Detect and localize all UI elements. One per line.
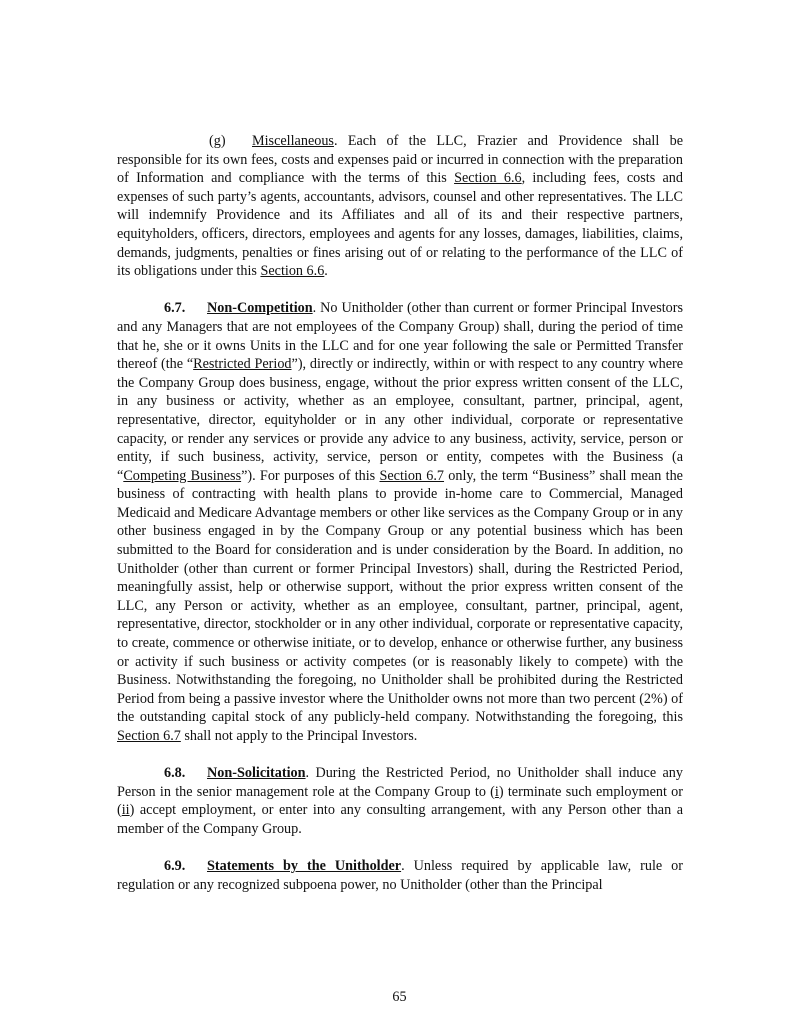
cross-reference: Restricted Period xyxy=(193,356,292,373)
paragraph-text xyxy=(117,133,683,279)
section-number: 6.9. xyxy=(164,858,186,875)
page-number: 65 xyxy=(392,989,407,1005)
section-heading: Miscellaneous xyxy=(252,133,334,149)
text-run: . During the Restricted Period, no Unitholder shall induce any Person in the senior management role at the Company Group to ( xyxy=(117,765,683,800)
section-marker: (g) xyxy=(209,133,226,149)
cross-reference: Competing Business xyxy=(123,467,242,484)
cross-reference: ii xyxy=(121,802,130,819)
paragraph-6-6g xyxy=(117,132,683,281)
text-run: ) terminate such employment or ( xyxy=(117,783,683,819)
section-heading: Non-Competition xyxy=(207,300,313,317)
cross-reference: Section 6.7 xyxy=(117,728,181,744)
cross-reference: Section 6.6 xyxy=(260,263,325,280)
section-number: 6.7. xyxy=(164,300,186,317)
paragraph-6-8 xyxy=(117,764,683,838)
text-run: ”). For purposes of this xyxy=(241,467,380,484)
text-run: shall not apply to the Principal Investors. xyxy=(180,728,418,744)
text-run: . Unless required by applicable law, rule or regulation or any recognized subpoena power, no Unitholder (other than the Principal xyxy=(117,858,683,893)
paragraph-6-7 xyxy=(117,299,683,745)
paragraph-text xyxy=(117,300,683,744)
text-run: ”), directly or indirectly, within or with respect to any country where the Company Group does business, engage, without the prior express written consent of the LLC, in any business or activity, whether as an employee, consultant, partner, principal, agent, representative, director, equityholder or in any other individual, corporate or representative capacity, or render any services or provide any advice to any business, activity, service, person or entity, if such business, activity, service, person or entity, competes with the Business (a “ xyxy=(117,356,684,484)
cross-reference: Section 6.7 xyxy=(379,467,445,484)
section-heading: Statements by the Unitholder xyxy=(207,858,402,875)
cross-reference: i xyxy=(494,783,499,800)
document-body xyxy=(117,132,683,913)
text-run: ) accept employment, or enter into any consulting arrangement, with any Person other than a member of the Company Group. xyxy=(117,802,683,837)
text-run: . xyxy=(324,263,328,280)
section-heading: Non-Solicitation xyxy=(207,765,306,782)
text-run: . Each of the LLC, Frazier and Providence shall be responsible for its own fees, costs and expenses paid or incurred in connection with the preparation of Information and compliance with the terms of this xyxy=(117,133,683,187)
section-number: 6.8. xyxy=(164,765,186,782)
paragraph-6-9 xyxy=(117,857,683,894)
text-run: . No Unitholder (other than current or former Principal Investors and any Managers that are not employees of the Company Group) shall, during the period of time that he, she or it owns Units in the LLC and for one year following the sale or Permitted Transfer thereof (the “ xyxy=(117,300,683,373)
text-run: only, the term “Business” shall mean the business of contracting with health plans to provide in-home care to Commercial, Managed Medicaid and Medicare Advantage members or other like services as the Company Group or in any other business engaged in by the Company Group or any potential business which has been submitted to the Board for consideration and is under consideration by the Board. In addition, no Unitholder (other than current or former Principal Investors) shall, during the Restricted Period, meaningfully assist, help or otherwise support, without the prior express written consent of the LLC, any Person or activity, whether as an employee, consultant, partner, principal, agent, representative, director, stockholder or in any other individual, corporate or representative capacity, to create, commence or otherwise initiate, or to develop, enhance or otherwise further, any business or activity if such business or activity competes (or is reasonably likely to compete) with the Business. Notwithstanding the foregoing, no Unitholder shall be prohibited during the Restricted Period from being a passive investor where the Unitholder owns not more than two percent (2%) of the outstanding capital stock of any publicly-held company. Notwithstanding the foregoing, this xyxy=(117,467,683,726)
cross-reference: Section 6.6 xyxy=(454,170,522,187)
text-run: , including fees, costs and expenses of such party’s agents, accountants, advisors, counsel and other representatives. The LLC will indemnify Providence and its Affiliates and all of its and their respective partners, equityholders, officers, directors, employees and agents for any losses, damages, liabilities, claims, demands, judgments, penalties or fines arising out of or relating to the performance of the LLC of its obligations under this xyxy=(117,170,683,280)
